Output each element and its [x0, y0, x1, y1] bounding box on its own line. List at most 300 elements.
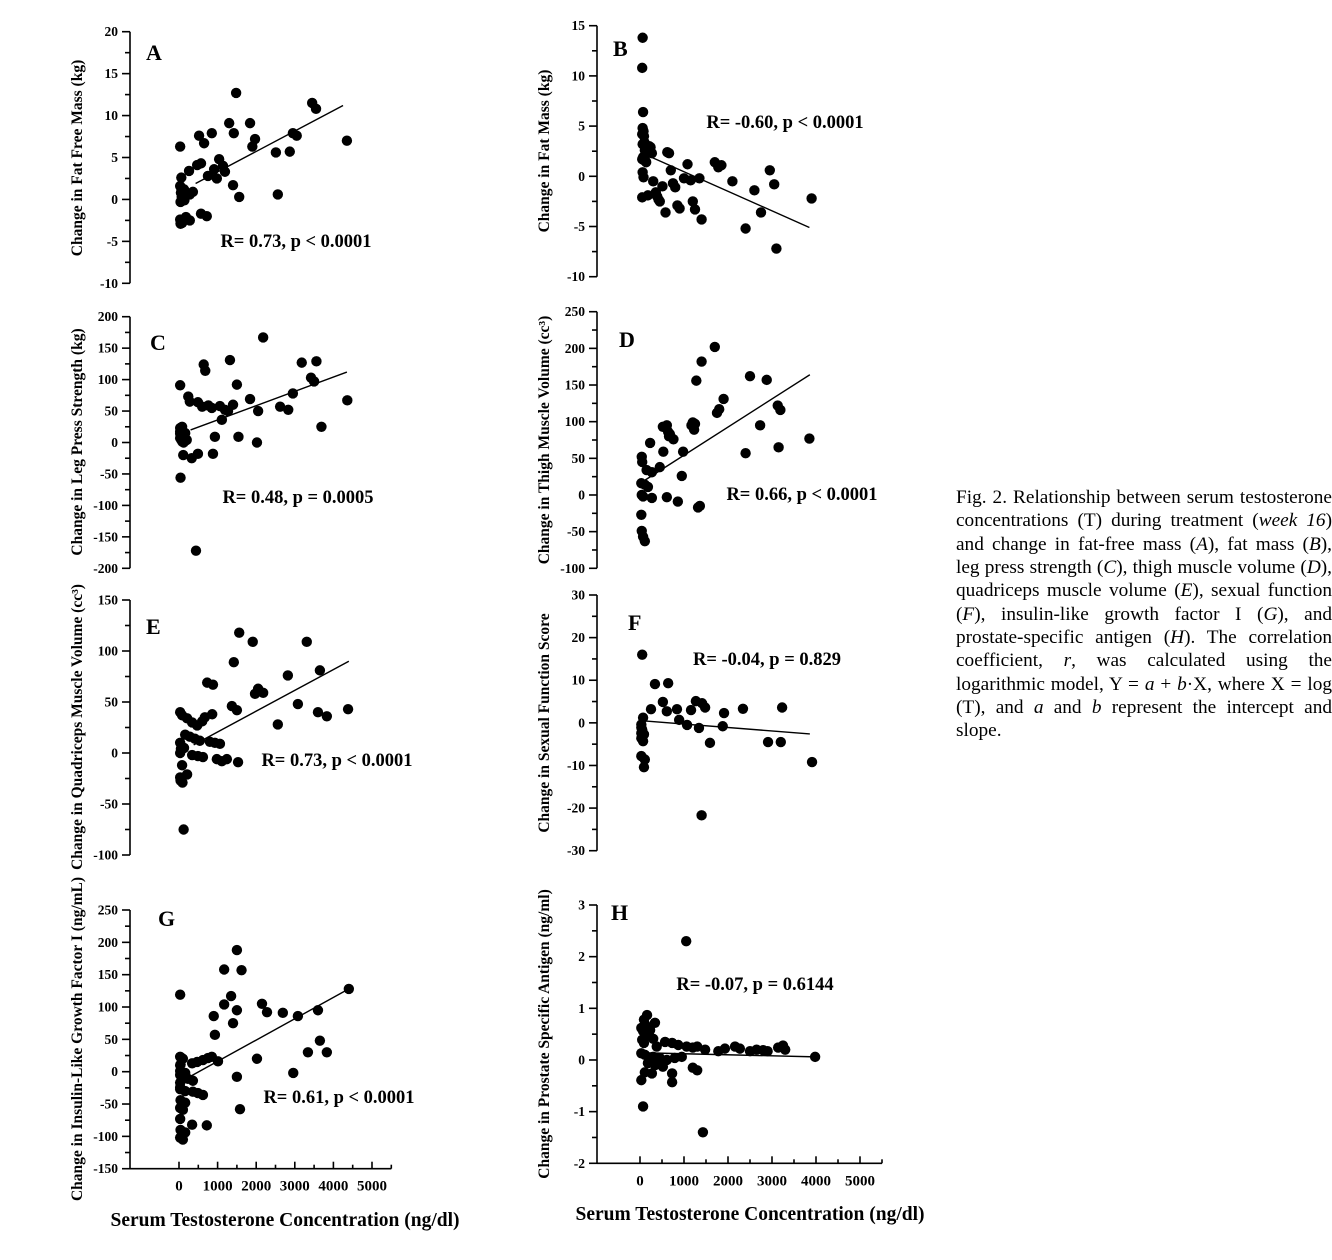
y-tick-label: 150: [97, 967, 118, 983]
data-point: [252, 437, 262, 447]
y-tick-label: 15: [104, 66, 118, 82]
y-tick-label: 0: [578, 715, 585, 731]
data-point: [636, 510, 646, 520]
y-axis-label: Change in Fat Free Mass (kg): [69, 59, 86, 257]
data-point: [188, 187, 198, 197]
data-point: [250, 134, 260, 144]
data-point: [641, 157, 651, 167]
panel-B: [536, 18, 864, 284]
y-tick-label: 200: [97, 934, 118, 950]
data-point: [232, 1005, 242, 1015]
data-point: [650, 679, 660, 689]
data-point: [207, 709, 217, 719]
data-point: [705, 738, 715, 748]
data-point: [224, 118, 234, 128]
panel-letter: C: [150, 330, 166, 355]
y-tick-label: 100: [97, 999, 118, 1015]
y-tick-label: -50: [567, 524, 585, 540]
data-point: [738, 704, 748, 714]
data-point: [226, 991, 236, 1001]
data-point: [212, 173, 222, 183]
data-point: [193, 449, 203, 459]
y-tick-label: -30: [567, 843, 585, 859]
data-point: [655, 196, 665, 206]
y-tick-label: -150: [93, 529, 118, 545]
regression-line: [191, 372, 347, 430]
y-tick-label: -10: [567, 269, 585, 285]
data-point: [196, 158, 206, 168]
data-point: [220, 167, 230, 177]
scatter-points: [175, 627, 353, 834]
y-tick-label: -5: [106, 233, 118, 249]
data-point: [177, 777, 187, 787]
caption-text: , was calculated using the logarithmic model, Y =: [956, 650, 1332, 695]
data-point: [655, 462, 665, 472]
caption-text: week 16: [1258, 510, 1326, 532]
data-point: [187, 1120, 197, 1130]
data-point: [303, 1047, 313, 1057]
data-point: [253, 406, 263, 416]
data-point: [690, 204, 700, 214]
data-point: [232, 379, 242, 389]
y-tick-label: -150: [93, 1161, 118, 1177]
data-point: [677, 471, 687, 481]
y-tick-label: -50: [100, 466, 118, 482]
panel-letter: D: [619, 327, 635, 352]
data-point: [666, 165, 676, 175]
data-point: [208, 449, 218, 459]
y-tick-label: -2: [573, 1155, 585, 1171]
y-axis-label: Change in Thigh Muscle Volume (cc³): [536, 315, 553, 565]
data-point: [674, 203, 684, 213]
x-tick-label: 4000: [801, 1173, 831, 1190]
y-tick-label: -50: [100, 796, 118, 812]
y-axis-label: Change in Leg Press Strength (kg): [69, 328, 86, 556]
data-point: [233, 432, 243, 442]
data-point: [664, 148, 674, 158]
correlation-annotation: R= 0.66, p < 0.0001: [726, 485, 878, 505]
data-point: [762, 1046, 772, 1056]
panel-A: [69, 24, 372, 291]
data-point: [175, 748, 185, 758]
y-axis-label: Change in Insulin-Like Growth Factor I (ng/mL): [69, 876, 86, 1202]
data-point: [755, 420, 765, 430]
panel-letter: B: [613, 36, 628, 61]
panel-D: [536, 304, 878, 576]
caption-text: b: [1091, 697, 1102, 719]
data-point: [762, 375, 772, 385]
caption-text: Fig. 2. Relationship between serum testosterone concentrations (T) during treatment (: [956, 487, 1332, 532]
y-tick-label: 150: [564, 377, 585, 393]
data-point: [740, 448, 750, 458]
data-point: [198, 1090, 208, 1100]
y-tick-label: 200: [97, 309, 118, 325]
data-point: [315, 1035, 325, 1045]
data-point: [700, 1044, 710, 1054]
caption-text: E: [1180, 580, 1193, 602]
data-point: [640, 1020, 650, 1030]
data-point: [740, 223, 750, 233]
data-point: [262, 1007, 272, 1017]
data-point: [658, 697, 668, 707]
data-point: [315, 665, 325, 675]
y-tick-label: -100: [560, 560, 585, 576]
data-point: [175, 380, 185, 390]
data-point: [199, 138, 209, 148]
data-point: [313, 707, 323, 717]
data-point: [638, 736, 648, 746]
data-point: [215, 739, 225, 749]
caption-text: ), thigh muscle volume (: [1116, 557, 1307, 579]
caption-text: ), insulin-like growth factor I (: [974, 603, 1264, 625]
caption-text: B: [1308, 533, 1321, 555]
data-point: [719, 708, 729, 718]
y-tick-label: -50: [100, 1096, 118, 1112]
y-tick-label: -5: [573, 219, 585, 234]
y-tick-label: 250: [97, 902, 118, 918]
caption-text: H: [1170, 627, 1185, 649]
data-point: [712, 408, 722, 418]
data-point: [235, 1104, 245, 1114]
data-point: [660, 207, 670, 217]
scatter-points: [175, 332, 353, 556]
data-point: [720, 1043, 730, 1053]
x-tick-label: 2000: [241, 1178, 272, 1195]
x-tick-label: 1000: [669, 1173, 699, 1190]
caption-text: G: [1263, 603, 1278, 625]
data-point: [288, 388, 298, 398]
data-point: [293, 1011, 303, 1021]
data-point: [664, 431, 674, 441]
data-point: [771, 243, 781, 253]
data-point: [662, 492, 672, 502]
data-point: [342, 136, 352, 146]
y-tick-label: 1: [578, 1000, 585, 1016]
x-tick-label: 2000: [713, 1173, 743, 1190]
correlation-annotation: R= 0.48, p = 0.0005: [222, 488, 374, 508]
data-point: [229, 657, 239, 667]
data-point: [639, 1038, 649, 1048]
data-point: [718, 721, 728, 731]
data-point: [210, 432, 220, 442]
y-axis-label: Change in Sexual Function Score: [536, 613, 553, 833]
data-point: [672, 704, 682, 714]
data-point: [293, 699, 303, 709]
data-point: [288, 1068, 298, 1078]
data-point: [231, 88, 241, 98]
caption-text: ), fat mass (: [1207, 533, 1309, 555]
data-point: [763, 737, 773, 747]
caption-text: D: [1306, 557, 1321, 579]
data-point: [181, 212, 191, 222]
data-point: [222, 754, 232, 764]
data-point: [727, 176, 737, 186]
y-tick-label: -1: [573, 1104, 585, 1120]
data-point: [777, 702, 787, 712]
data-point: [178, 824, 188, 834]
data-point: [745, 371, 755, 381]
regression-line: [194, 661, 349, 745]
y-tick-label: 0: [578, 487, 585, 503]
data-point: [177, 760, 187, 770]
data-point: [682, 159, 692, 169]
y-axis-label: Change in Prostate Specific Antigen (ng/ml): [536, 889, 553, 1179]
data-point: [236, 965, 246, 975]
data-point: [175, 141, 185, 151]
correlation-annotation: R= -0.04, p = 0.829: [692, 650, 842, 670]
panel-letter: G: [158, 906, 176, 931]
data-point: [213, 1056, 223, 1066]
data-point: [638, 491, 648, 501]
data-point: [647, 148, 657, 158]
data-point: [638, 1101, 648, 1111]
y-tick-label: 20: [104, 24, 118, 40]
data-point: [258, 688, 268, 698]
panel-letter: E: [146, 614, 161, 639]
data-point: [316, 422, 326, 432]
data-point: [297, 357, 307, 367]
y-tick-label: 50: [104, 1031, 118, 1047]
data-point: [647, 1068, 657, 1078]
y-tick-label: 0: [111, 1064, 118, 1080]
data-point: [670, 182, 680, 192]
data-point: [644, 1029, 654, 1039]
data-point: [685, 175, 695, 185]
data-point: [311, 104, 321, 114]
data-point: [694, 173, 704, 183]
caption-text: ), leg press strength (: [956, 533, 1332, 579]
caption-text: F: [962, 603, 975, 625]
y-tick-label: 50: [104, 403, 118, 419]
data-point: [248, 637, 258, 647]
data-point: [636, 1075, 646, 1085]
data-point: [810, 1052, 820, 1062]
scatter-points: [636, 936, 820, 1138]
data-point: [749, 185, 759, 195]
y-tick-label: 0: [578, 1052, 585, 1068]
data-point: [219, 964, 229, 974]
y-tick-label: -10: [567, 757, 585, 773]
data-point: [228, 180, 238, 190]
data-point: [773, 442, 783, 452]
data-point: [696, 214, 706, 224]
data-point: [311, 356, 321, 366]
data-point: [710, 342, 720, 352]
panel-letter: F: [628, 610, 642, 635]
data-point: [637, 649, 647, 659]
data-point: [232, 945, 242, 955]
scatter-points: [175, 88, 352, 229]
y-tick-label: -200: [93, 560, 118, 576]
y-tick-label: 100: [564, 414, 585, 430]
data-point: [232, 1072, 242, 1082]
data-point: [210, 1030, 220, 1040]
y-tick-label: 5: [578, 118, 585, 134]
data-point: [271, 147, 281, 157]
data-point: [273, 719, 283, 729]
data-point: [175, 990, 185, 1000]
data-point: [686, 705, 696, 715]
y-tick-label: 250: [564, 304, 585, 320]
data-point: [806, 193, 816, 203]
caption-text: a: [1033, 697, 1044, 719]
scatter-points: [175, 945, 354, 1145]
data-point: [178, 1134, 188, 1144]
data-point: [175, 197, 185, 207]
panel-G: [69, 877, 415, 1201]
data-point: [718, 394, 728, 404]
x-tick-label: 3000: [279, 1178, 310, 1195]
data-point: [640, 536, 650, 546]
data-point: [696, 810, 706, 820]
data-point: [638, 107, 648, 117]
caption-text: ·X, where X = log (T), and: [956, 673, 1332, 719]
y-tick-label: 50: [104, 694, 118, 710]
data-point: [344, 984, 354, 994]
caption-text: +: [1154, 673, 1178, 695]
caption-text: A: [1196, 533, 1208, 555]
data-point: [694, 723, 704, 733]
data-point: [285, 146, 295, 156]
y-tick-label: -100: [93, 847, 118, 863]
caption-text: ) and change in fat-free mass (: [956, 510, 1332, 555]
y-tick-label: 50: [571, 450, 585, 466]
data-point: [686, 420, 696, 430]
data-point: [647, 493, 657, 503]
panel-E: [69, 584, 413, 870]
data-point: [225, 355, 235, 365]
y-tick-label: 0: [111, 435, 118, 450]
data-point: [646, 704, 656, 714]
data-point: [175, 1114, 185, 1124]
data-point: [229, 128, 239, 138]
data-point: [283, 405, 293, 415]
data-point: [313, 1005, 323, 1015]
x-tick-label: 0: [175, 1178, 183, 1195]
data-point: [343, 704, 353, 714]
data-point: [234, 627, 244, 637]
y-tick-label: 0: [111, 191, 118, 207]
x-tick-label: 0: [636, 1173, 644, 1190]
data-point: [188, 1076, 198, 1086]
y-tick-label: 30: [571, 587, 585, 603]
data-point: [756, 207, 766, 217]
y-tick-label: 10: [571, 68, 585, 84]
caption-text: b: [1177, 673, 1187, 695]
data-point: [648, 176, 658, 186]
data-point: [245, 394, 255, 404]
data-point: [658, 1061, 668, 1071]
data-point: [696, 356, 706, 366]
data-point: [662, 706, 672, 716]
y-tick-label: 150: [97, 592, 118, 608]
data-point: [652, 1041, 662, 1051]
data-point: [217, 415, 227, 425]
data-point: [195, 736, 205, 746]
data-point: [233, 757, 243, 767]
data-point: [638, 172, 648, 182]
y-tick-label: 15: [571, 18, 585, 34]
data-point: [176, 172, 186, 182]
data-point: [735, 1043, 745, 1053]
data-point: [322, 1047, 332, 1057]
correlation-annotation: R= 0.73, p < 0.0001: [220, 232, 372, 252]
correlation-annotation: R= -0.60, p < 0.0001: [706, 113, 864, 133]
x-tick-label: 5000: [357, 1178, 387, 1195]
data-point: [322, 711, 332, 721]
y-tick-label: 3: [578, 897, 585, 913]
data-point: [292, 130, 302, 140]
caption-text: r: [1063, 650, 1072, 672]
data-point: [639, 762, 649, 772]
y-tick-label: 10: [104, 108, 118, 124]
y-tick-label: -100: [93, 497, 118, 513]
data-point: [209, 164, 219, 174]
data-point: [200, 366, 210, 376]
data-point: [637, 63, 647, 73]
data-point: [663, 678, 673, 688]
x-axis-title-right: Serum Testosterone Concentration (ng/dl): [575, 1204, 925, 1225]
y-tick-label: 5: [111, 150, 118, 165]
y-axis-label: Change in Fat Mass (kg): [536, 69, 553, 233]
caption-text: ), and prostate-specific antigen (: [956, 603, 1332, 649]
data-point: [692, 1065, 702, 1075]
data-point: [780, 1044, 790, 1054]
x-axis-title-left: Serum Testosterone Concentration (ng/dl): [110, 1210, 460, 1231]
x-tick-label: 3000: [757, 1173, 787, 1190]
data-point: [681, 936, 691, 946]
data-point: [804, 433, 814, 443]
data-point: [245, 118, 255, 128]
x-tick-label: 1000: [202, 1178, 233, 1195]
data-point: [232, 705, 242, 715]
data-point: [775, 405, 785, 415]
data-point: [283, 670, 293, 680]
caption-text: ). The correlation coefficient,: [956, 627, 1332, 672]
caption-text: and: [1043, 697, 1092, 719]
data-point: [700, 702, 710, 712]
data-point: [698, 1127, 708, 1137]
correlation-annotation: R= 0.73, p < 0.0001: [261, 751, 413, 771]
data-point: [691, 375, 701, 385]
data-point: [776, 737, 786, 747]
data-point: [678, 447, 688, 457]
data-point: [695, 501, 705, 511]
data-point: [657, 181, 667, 191]
data-point: [302, 637, 312, 647]
data-point: [182, 435, 192, 445]
data-point: [207, 128, 217, 138]
data-point: [209, 1011, 219, 1021]
data-point: [252, 1054, 262, 1064]
panel-letter: A: [146, 40, 162, 65]
data-point: [208, 679, 218, 689]
caption-text: represent the intercept and slope.: [956, 697, 1332, 742]
scatter-points: [637, 33, 817, 254]
x-tick-label: 4000: [318, 1178, 349, 1195]
y-tick-label: 0: [111, 745, 118, 761]
y-tick-label: -10: [100, 275, 118, 291]
panel-H: [536, 889, 882, 1189]
data-point: [258, 332, 268, 342]
y-tick-label: 20: [571, 630, 585, 646]
panel-C: [69, 309, 374, 576]
panel-letter: H: [611, 900, 629, 925]
y-tick-label: 200: [564, 340, 585, 356]
caption-text: a: [1144, 673, 1155, 695]
data-point: [677, 1052, 687, 1062]
y-tick-label: 10: [571, 672, 585, 688]
